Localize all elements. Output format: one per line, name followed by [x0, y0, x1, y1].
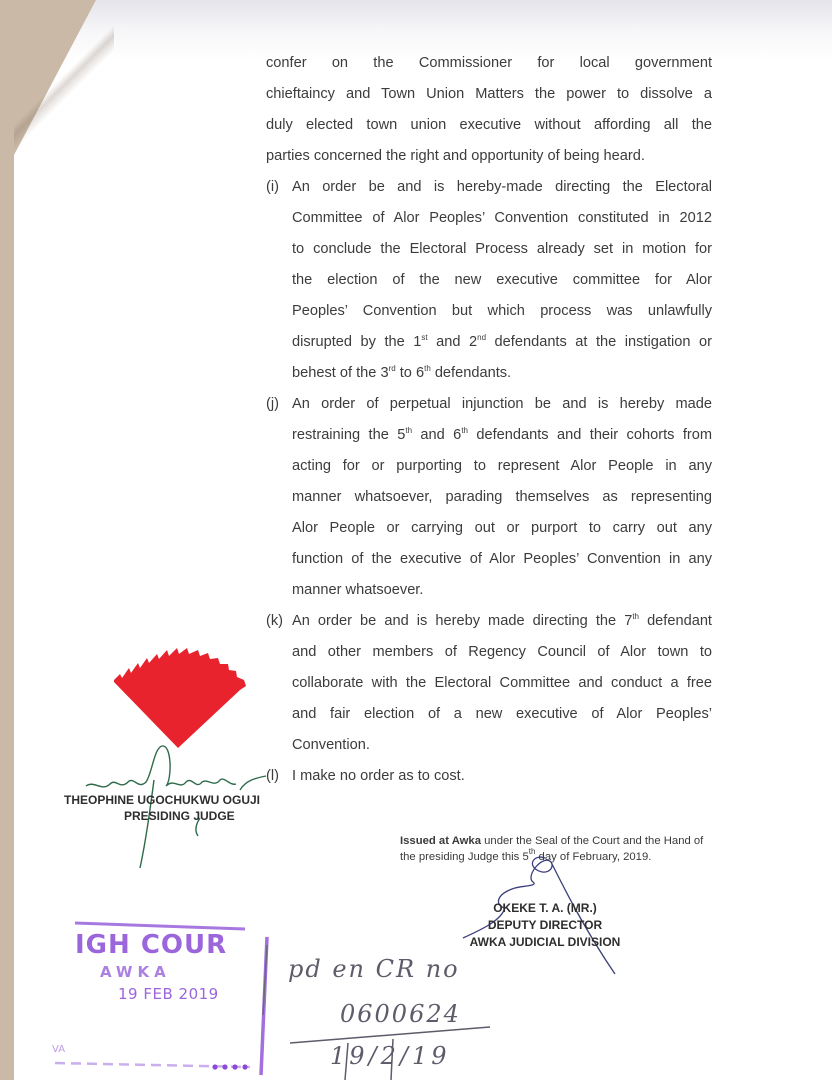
text-line: duly elected town union executive without affording all the	[266, 117, 712, 133]
text-line: chieftaincy and Town Union Matters the power to dissolve a	[266, 86, 712, 102]
text-line: restraining the 5th and 6th defendants and their cohorts from	[292, 426, 713, 443]
order-i	[266, 172, 712, 389]
order-marker: (l)	[266, 768, 279, 784]
judgment-body	[266, 48, 712, 792]
text-line: acting for or purporting to represent Alor People in any	[292, 458, 712, 474]
handwritten-note-receipt: pd en CR no	[288, 955, 460, 983]
order-j	[266, 389, 712, 606]
text-line: collaborate with the Electoral Committee and conduct a free	[292, 675, 712, 691]
judge-title: PRESIDING JUDGE	[124, 809, 235, 823]
text-line: function of the executive of Alor Peoples’ Convention in any	[292, 551, 712, 567]
text-line: and other members of Regency Council of Alor town to	[292, 644, 712, 660]
order-l	[266, 761, 712, 792]
text-line: Committee of Alor Peoples’ Convention constituted in 2012	[292, 210, 712, 226]
order-k	[266, 606, 712, 761]
handwritten-note-date: 19/2/19	[330, 1042, 451, 1070]
text-line: An order of perpetual injunction be and is hereby made	[292, 396, 712, 412]
order-marker: (i)	[266, 179, 279, 195]
text-line: confer on the Commissioner for local government	[266, 55, 712, 71]
text-line: An order be and is hereby-made directing the Electoral	[292, 179, 712, 195]
text-line: to conclude the Electoral Process already set in motion for	[292, 241, 712, 257]
text-line: Alor People or carrying out or purport to carry out any	[292, 520, 712, 536]
text-line: behest of the 3rd to 6th defendants.	[292, 364, 512, 381]
order-marker: (j)	[266, 396, 279, 412]
text-line: manner whatsoever.	[292, 582, 424, 598]
officer-name: OKEKE T. A. (MR.)	[493, 901, 597, 915]
officer-block	[460, 900, 630, 951]
judge-block	[64, 793, 260, 823]
text-line: the election of the new executive committee for Alor	[292, 272, 712, 288]
intro-paragraph	[266, 48, 712, 172]
text-line: disrupted by the 1st and 2nd defendants at the instigation or	[292, 333, 712, 350]
issued-at: Issued at Awka	[400, 835, 481, 847]
stamp-city: AWKA	[100, 963, 171, 981]
officer-division: AWKA JUDICIAL DIVISION	[469, 935, 621, 949]
order-marker: (k)	[266, 613, 284, 629]
stamp-court: IGH COUR	[75, 930, 228, 960]
court-seal-icon	[112, 644, 250, 750]
text-line: Peoples’ Convention but which process was unlawfully	[292, 303, 712, 319]
text-line: I make no order as to cost.	[292, 768, 465, 784]
text-line: parties concerned the right and opportunity of being heard.	[266, 148, 645, 164]
text-line: Convention.	[292, 737, 370, 753]
officer-title: DEPUTY DIRECTOR	[487, 918, 603, 932]
text-line: and fair election of a new executive of Alor Peoples’	[292, 706, 712, 722]
issuance-statement: Issued at Awka under the Seal of the Court and the Hand of the presiding Judge this 5th day of February, 2019.	[400, 835, 704, 863]
text-line: manner whatsoever, parading themselves as representing	[292, 489, 712, 505]
stamp-date: 19 FEB 2019	[118, 985, 219, 1003]
judge-name: THEOPHINE UGOCHUKWU OGUJI	[64, 793, 261, 807]
handwritten-note-number: 0600624	[340, 1000, 461, 1028]
text-line: An order be and is hereby made directing the 7th defendant	[292, 612, 712, 629]
stamp-tag: VA	[52, 1044, 66, 1055]
